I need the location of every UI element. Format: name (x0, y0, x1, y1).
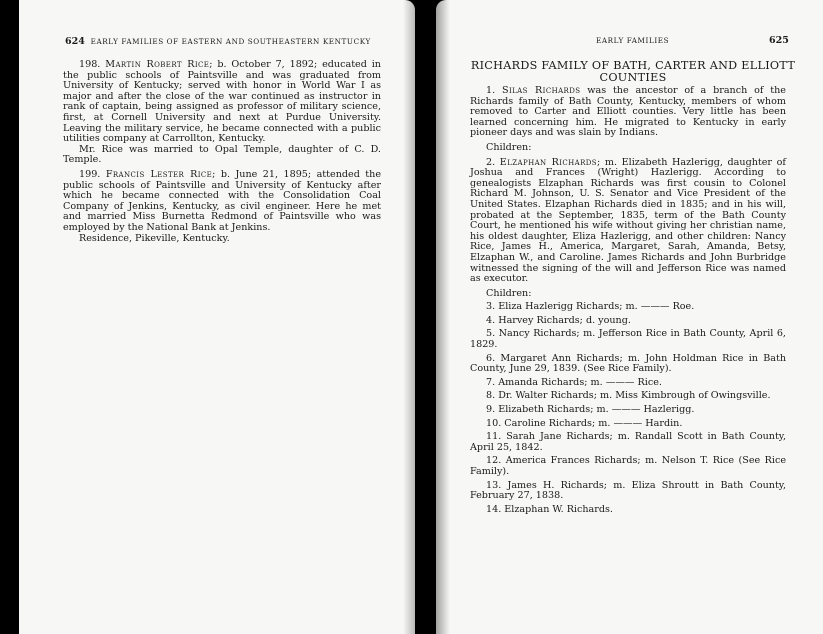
paragraph-198: 198. Martin Robert Rice; b. October 7, 1892; educated in the public schools of Paintsville and was graduated from University of Kentucky; served with honor in World War I as major and after the close of the war continued as instructor in rank of captain, being assigned as professor of military science, first, at Cornell University and next at Purdue University. Leaving the military service, he became connected with a public utilities company at Carrollton, Kentucky. (63, 59, 381, 145)
list-item: 14. Elzaphan W. Richards. (486, 503, 613, 515)
list-item: 9. Elizabeth Richards; m. ——— Hazlerigg. (486, 404, 695, 416)
paragraph-elzaphan: 2. Elzaphan Richards; m. Elizabeth Hazlerigg, daughter of Joshua and Frances (Wright) Hazlerigg. According to genealogists Elzaphan Richards was first cousin to Colonel Richard M. Johnson, U. S. Senator and Vice President of the United States. Elzaphan Richards died in 1835; and in his will, probated at the September, 1835, term of the Bath County Court, he mentioned his wife without giving her christian name, his oldest daughter, Eliza Hazlerigg, and other children: Nancy Rice, James H., America, Margaret, Sarah, Amanda, Betsy, Elzaphan W., and Caroline. James Richards and John Burbridge witnessed the signing of the will and Jefferson Rice was named as executor. (470, 156, 786, 285)
list-item: 5. Nancy Richards; m. Jefferson Rice in Bath County, April 6, 1829. (470, 328, 786, 351)
left-running-head (65, 36, 371, 47)
right-page (436, 0, 823, 634)
gutter-shadow (436, 0, 450, 634)
left-page (19, 0, 415, 634)
paragraph-marriage: Mr. Rice was married to Opal Temple, daughter of C. D. Temple. (63, 143, 381, 166)
list-item: 4. Harvey Richards; d. young. (486, 314, 631, 326)
list-item: 11. Sarah Jane Richards; m. Randall Scott in Bath County, April 25, 1842. (470, 431, 786, 453)
list-item: 10. Caroline Richards; m. ——— Hardin. (486, 417, 683, 429)
children-label: Children: (486, 141, 532, 153)
list-item: 13. James H. Richards; m. Eliza Shroutt in Bath County, February 27, 1838. (470, 479, 786, 502)
children-list (470, 302, 786, 515)
list-item: 8. Dr. Walter Richards; m. Miss Kimbrough of Owingsville. (486, 390, 771, 402)
list-item: 12. America Frances Richards; m. Nelson T. Rice (See Rice Family). (470, 455, 786, 477)
left-running-head-text: EARLY FAMILIES OF EASTERN AND SOUTHEASTERN KENTUCKY (90, 37, 371, 46)
left-body (63, 60, 381, 244)
children-label: Children: (486, 287, 532, 299)
list-item: 3. Eliza Hazlerigg Richards; m. ——— Roe. (486, 301, 695, 313)
paragraph-199: 199. Francis Lester Rice; b. June 21, 1895; attended the public schools of Paintsville and University of Kentucky after which he became connected with the Consolidation Coal Company of Jenkins, Kentucky, as civil engineer. Here he met and married Miss Burnetta Redmond of Paintsville who was employed by the National Bank at Jenkins. (63, 168, 381, 233)
right-body (470, 86, 786, 518)
right-running-head: EARLY FAMILIES (596, 36, 670, 45)
gutter-shadow (403, 0, 415, 634)
right-page-number: 625 (769, 35, 789, 46)
paragraph-residence: Residence, Pikeville, Kentucky. (79, 232, 230, 244)
paragraph-silas: 1. Silas Richards was the ancestor of a branch of the Richards family of Bath County, Kentucky, members of whom removed to Carter and Elliott counties. Very little has been learned concerning him. He migrated to Kentucky in early pioneer days and was slain by Indians. (470, 85, 786, 139)
list-item: 7. Amanda Richards; m. ——— Rice. (486, 376, 662, 388)
list-item: 6. Margaret Ann Richards; m. John Holdman Rice in Bath County, June 29, 1839. (See Rice Family). (470, 352, 786, 375)
left-page-number: 624 (65, 36, 85, 47)
section-title: RICHARDS FAMILY OF BATH, CARTER AND ELLIOTT COUNTIES (470, 59, 796, 84)
